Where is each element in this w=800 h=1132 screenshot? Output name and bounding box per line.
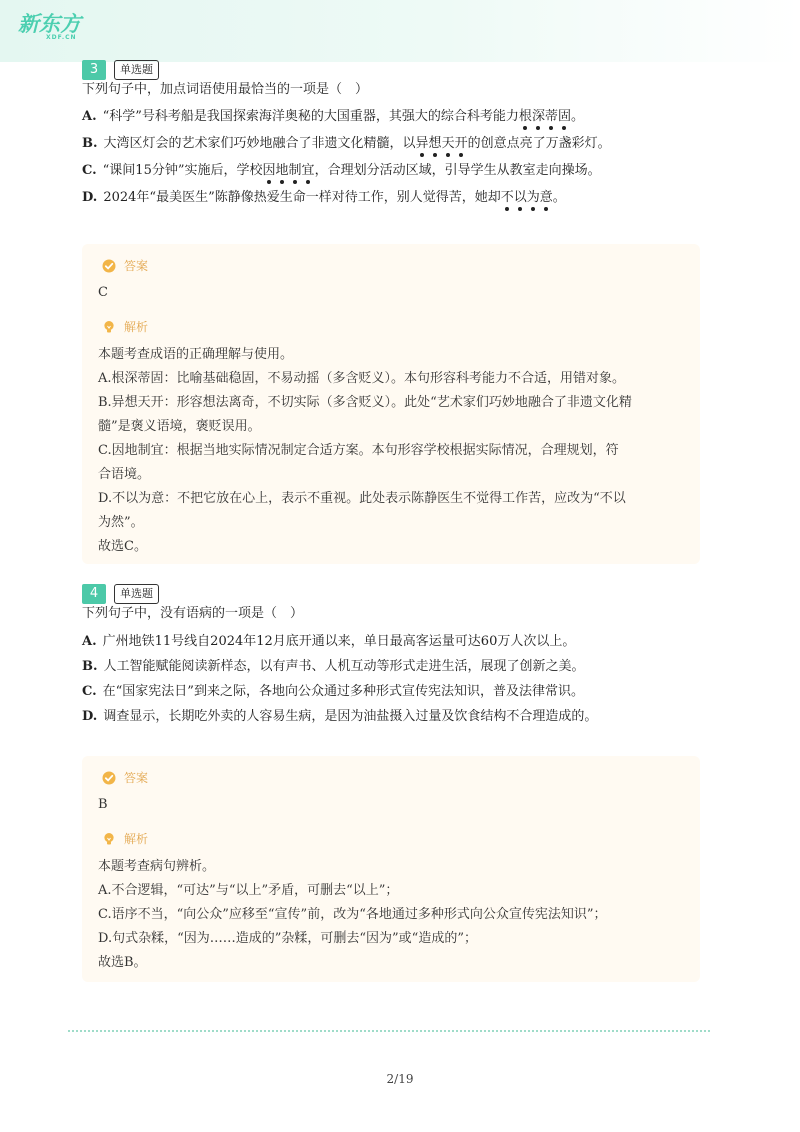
analysis-line: 本题考查成语的正确理解与使用。 <box>98 347 294 362</box>
option-letter: D. <box>82 190 98 205</box>
option-letter: C. <box>82 684 97 699</box>
option-text: 人工智能赋能阅读新样态，以有声书、人机互动等形式走进生活，展现了创新之美。 <box>103 659 585 674</box>
option-c <box>82 162 601 180</box>
question-stem: 下列句子中，没有语病的一项是（ ） <box>82 606 304 621</box>
dotted-char: 不 <box>500 190 514 205</box>
header-bar <box>0 0 800 62</box>
option-b <box>82 658 585 676</box>
dotted-char: 宜 <box>301 163 315 178</box>
option-text: 调查显示，长期吃外卖的人容易生病，是因为油盐摄入过量及饮食结构不合理造成的。 <box>103 709 598 724</box>
analysis-line: D.句式杂糅，“因为……造成的”杂糅，可删去“因为”或“造成的”； <box>98 931 477 946</box>
footer-divider <box>68 1030 710 1032</box>
question-number: 4 <box>82 584 106 604</box>
dotted-char: 为 <box>526 190 540 205</box>
analysis-line: 髓”是褒义语境，褒贬误用。 <box>98 419 261 434</box>
check-circle-icon <box>102 259 116 273</box>
analysis-line: 故选B。 <box>98 955 147 970</box>
analysis-line: D.不以为意：不把它放在心上，表示不重视。此处表示陈静医生不觉得工作苦，应改为“不以 <box>98 491 626 506</box>
dotted-char: 意 <box>539 190 553 205</box>
dotted-char: 以 <box>513 190 527 205</box>
dotted-char: 天 <box>441 136 455 151</box>
option-text: 2024年“最美医生”陈静像热爱生命一样对待工作，别人觉得苦，她却 <box>103 190 501 205</box>
question-stem: 下列句子中，加点词语使用最恰当的一项是（ ） <box>82 82 369 97</box>
dotted-char: 异 <box>415 136 429 151</box>
option-letter: B. <box>82 136 98 151</box>
dotted-char: 想 <box>428 136 442 151</box>
dotted-char: 深 <box>531 109 545 124</box>
option-c <box>82 683 584 701</box>
option-text-post: 的创意点亮了万盏彩灯。 <box>467 136 611 151</box>
brand-logo-sub: XDF.CN <box>46 34 77 41</box>
option-a <box>82 108 584 126</box>
check-circle-icon <box>102 771 116 785</box>
question-type-badge: 单选题 <box>114 584 159 604</box>
analysis-line: 本题考查病句辨析。 <box>98 859 216 874</box>
analysis-label: 解析 <box>124 320 149 334</box>
lightbulb-icon <box>102 320 116 334</box>
analysis-line: 故选C。 <box>98 539 147 554</box>
option-letter: A. <box>82 109 97 124</box>
analysis-line: A.根深蒂固：比喻基础稳固，不易动摇（多含贬义）。本句形容科考能力不合适，用错对象。 <box>98 371 626 386</box>
option-letter: B. <box>82 659 98 674</box>
analysis-line: 合语境。 <box>98 467 151 482</box>
option-d <box>82 708 597 726</box>
analysis-line: A.不合逻辑，“可达”与“以上”矛盾，可删去“以上”； <box>98 883 399 898</box>
option-b <box>82 135 611 153</box>
answer-label: 答案 <box>124 259 149 273</box>
analysis-line: C.语序不当，“向公众”应移至“宣传”前，改为“各地通过多种形式向公众宣传宪法知识”； <box>98 907 607 922</box>
question-number: 3 <box>82 60 106 80</box>
answer-value: B <box>98 797 108 812</box>
dotted-char: 制 <box>288 163 302 178</box>
brand-logo: 新东方 <box>18 12 81 36</box>
answer-panel <box>82 244 700 564</box>
option-text: 在“国家宪法日”到来之际，各地向公众通过多种形式宣传宪法知识，普及法律常识。 <box>102 684 584 699</box>
option-a <box>82 633 575 651</box>
dotted-char: 固 <box>557 109 571 124</box>
analysis-line: C.因地制宜：根据当地实际情况制定合适方案。本句形容学校根据实际情况，合理规划，符 <box>98 443 619 458</box>
analysis-line: B.异想天开：形容想法离奇，不切实际（多含贬义）。此处“艺术家们巧妙地融合了非遗文化精 <box>98 395 632 410</box>
option-text: “课间15分钟”实施后，学校 <box>102 163 263 178</box>
option-text-post: ，合理划分活动区域，引导学生从教室走向操场。 <box>314 163 601 178</box>
answer-panel <box>82 756 700 982</box>
answer-value: C <box>98 285 108 300</box>
dotted-char: 因 <box>262 163 276 178</box>
dotted-char: 开 <box>454 136 468 151</box>
question-type-badge: 单选题 <box>114 60 159 80</box>
lightbulb-icon <box>102 832 116 846</box>
page-number: 2/19 <box>386 1072 414 1086</box>
analysis-line: 为然”。 <box>98 515 144 530</box>
option-text: “科学”号科考船是我国探索海洋奥秘的大国重器，其强大的综合科考能力 <box>102 109 519 124</box>
option-letter: D. <box>82 709 98 724</box>
option-text-post: 。 <box>552 190 566 205</box>
option-d <box>82 189 566 207</box>
analysis-label: 解析 <box>124 832 149 846</box>
option-text: 广州地铁11号线自2024年12月底开通以来，单日最高客运量可达60万人次以上。 <box>102 634 576 649</box>
option-text-post: 。 <box>570 109 584 124</box>
option-letter: C. <box>82 163 97 178</box>
dotted-char: 地 <box>275 163 289 178</box>
dotted-char: 蒂 <box>544 109 558 124</box>
option-letter: A. <box>82 634 97 649</box>
option-text: 大湾区灯会的艺术家们巧妙地融合了非遗文化精髓，以 <box>103 136 416 151</box>
answer-label: 答案 <box>124 771 149 785</box>
dotted-char: 根 <box>518 109 532 124</box>
